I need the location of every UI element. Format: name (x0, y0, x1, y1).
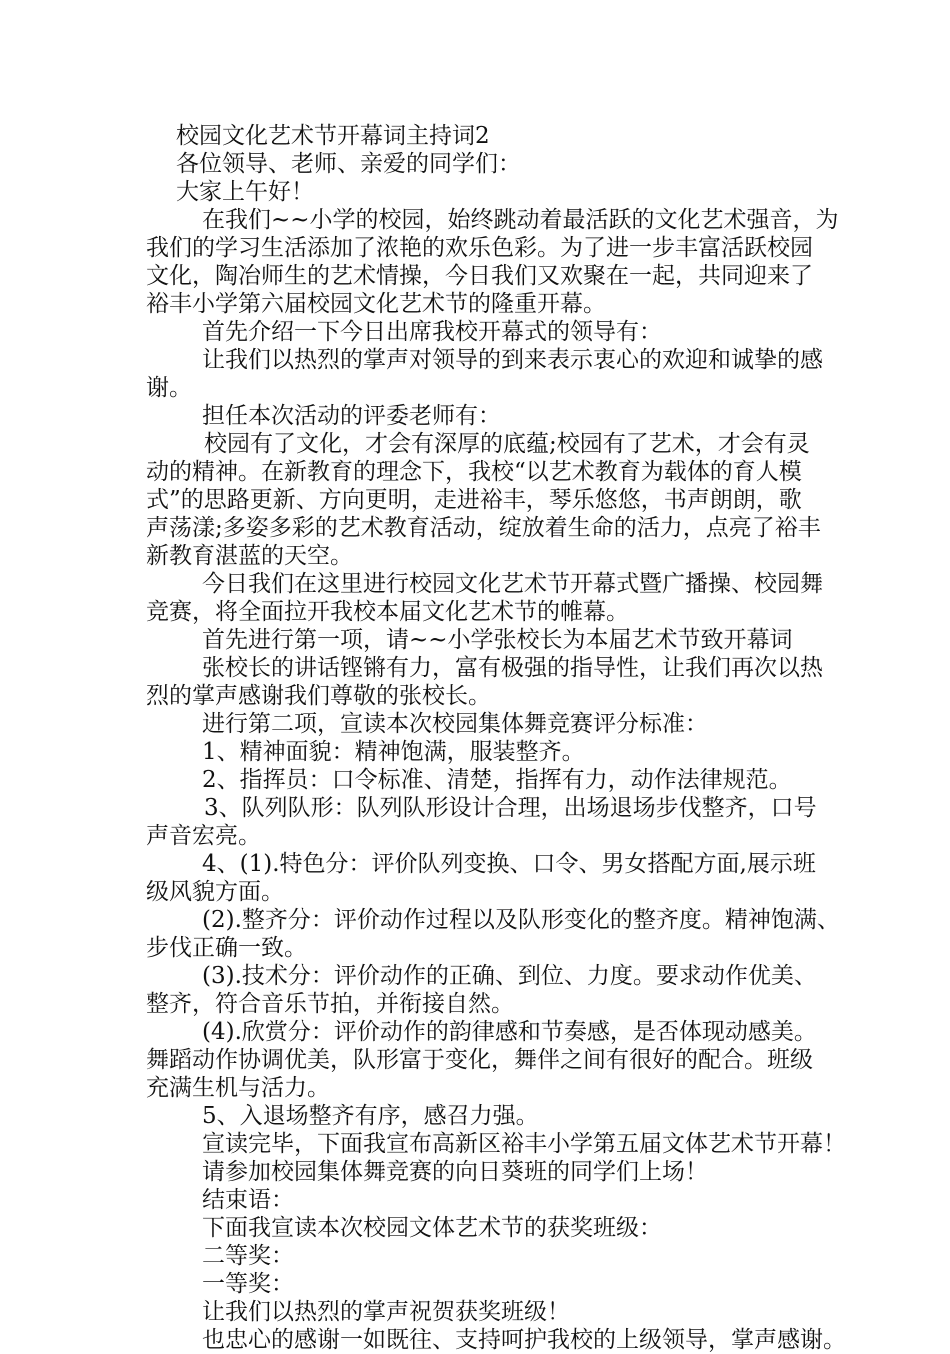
text-line: 新教育湛蓝的天空。 (146, 543, 353, 569)
text-line: 烈的掌声感谢我们尊敬的张校长。 (146, 683, 491, 709)
text-line: 充满生机与活力。 (146, 1075, 330, 1101)
text-line: 各位领导、老师、亲爱的同学们： (176, 151, 521, 177)
text-line: 我们的学习生活添加了浓艳的欢乐色彩。为了进一步丰富活跃校园 (146, 235, 813, 261)
text-line: 谢。 (146, 375, 192, 401)
text-line: 步伐正确一致。 (146, 935, 307, 961)
text-line: 首先介绍一下今日出席我校开幕式的领导有： (202, 319, 662, 345)
text-line: 级风貌方面。 (146, 879, 284, 905)
text-line: 也忠心的感谢一如既往、支持呵护我校的上级领导，掌声感谢。 (202, 1327, 846, 1353)
criteria-item: 5、入退场整齐有序，感召力强。 (202, 1103, 539, 1129)
text-line: 让我们以热烈的掌声祝贺获奖班级！ (202, 1299, 570, 1325)
text-line: 二等奖： (202, 1243, 294, 1269)
text-line: 宣读完毕，下面我宣布高新区裕丰小学第五届文体艺术节开幕！ (202, 1131, 846, 1157)
text-line: 竞赛，将全面拉开我校本届文化艺术节的帷幕。 (146, 599, 629, 625)
text-line: 首先进行第一项，请~~小学张校长为本届艺术节致开幕词 (202, 627, 793, 653)
text-line: 文化，陶冶师生的艺术情操，今日我们又欢聚在一起，共同迎来了 (146, 263, 813, 289)
document-title: 校园文化艺术节开幕词主持词2 (176, 123, 490, 149)
text-line: 今日我们在这里进行校园文化艺术节开幕式暨广播操、校园舞 (202, 571, 823, 597)
criteria-subitem: (2).整齐分：评价动作过程以及队形变化的整齐度。精神饱满、 (202, 907, 840, 933)
text-line: 一等奖： (202, 1271, 294, 1297)
text-line: 声音宏亮。 (146, 823, 261, 849)
document-body (146, 122, 846, 1354)
text-line: 舞蹈动作协调优美，队形富于变化，舞伴之间有很好的配合。班级 (146, 1047, 813, 1073)
text-line: 担任本次活动的评委老师有： (202, 403, 501, 429)
criteria-item: 2、指挥员：口令标准、清楚，指挥有力，动作法律规范。 (202, 767, 792, 793)
text-line: 大家上午好！ (176, 179, 314, 205)
text-line: 张校长的讲话铿锵有力，富有极强的指导性，让我们再次以热 (202, 655, 823, 681)
text-line: 下面我宣读本次校园文体艺术节的获奖班级： (202, 1215, 662, 1241)
criteria-item: 4、(1).特色分：评价队列变换、口令、男女搭配方面,展示班 (202, 851, 816, 877)
text-line: 式”的思路更新、方向更明，走进裕丰，琴乐悠悠，书声朗朗，歌 (146, 487, 802, 513)
text-line: 校园有了文化，才会有深厚的底蕴;校园有了艺术，才会有灵 (204, 431, 810, 457)
text-line: 结束语： (202, 1187, 294, 1213)
criteria-subitem: (4).欣赏分：评价动作的韵律感和节奏感，是否体现动感美。 (202, 1019, 817, 1045)
criteria-item: 1、精神面貌：精神饱满，服装整齐。 (202, 739, 585, 765)
text-line: 让我们以热烈的掌声对领导的到来表示衷心的欢迎和诚挚的感 (202, 347, 823, 373)
text-line: 整齐，符合音乐节拍，并衔接自然。 (146, 991, 514, 1017)
text-line: 裕丰小学第六届校园文化艺术节的隆重开幕。 (146, 291, 606, 317)
text-line: 在我们~~小学的校园，始终跳动着最活跃的文化艺术强音，为 (202, 207, 839, 233)
text-line: 动的精神。在新教育的理念下，我校“以艺术教育为载体的育人模 (146, 459, 802, 485)
text-line: 进行第二项，宣读本次校园集体舞竞赛评分标准： (202, 711, 708, 737)
criteria-item: 3、队列队形：队列队形设计合理，出场退场步伐整齐，口号 (204, 795, 817, 821)
text-line: 请参加校园集体舞竞赛的向日葵班的同学们上场！ (202, 1159, 708, 1185)
text-line: 声荡漾;多姿多彩的艺术教育活动，绽放着生命的活力，点亮了裕丰 (146, 515, 821, 541)
criteria-subitem: (3).技术分：评价动作的正确、到位、力度。要求动作优美、 (202, 963, 817, 989)
